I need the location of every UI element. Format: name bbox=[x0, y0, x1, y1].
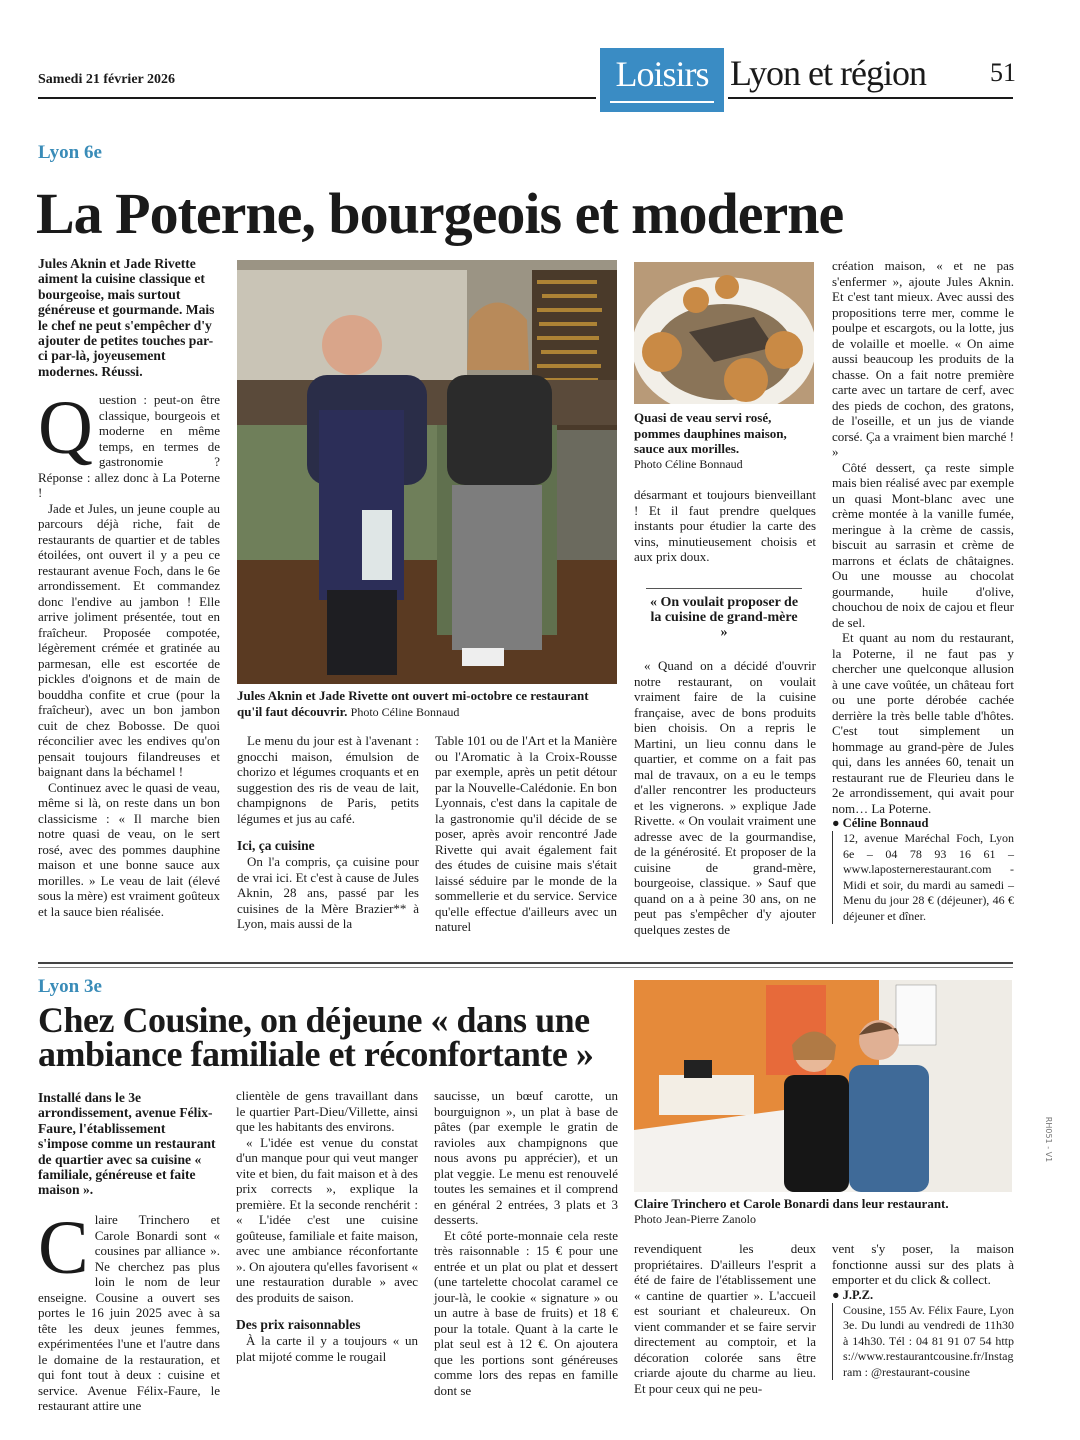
author-signature: ● Céline Bonnaud bbox=[832, 816, 929, 830]
photo-dish-image bbox=[634, 262, 814, 404]
caption-text: Quasi de veau servi rosé, pommes dauphines maison, sauce aux morilles. bbox=[634, 410, 787, 456]
paragraph: vent s'y poser, la maison fonctionne aussi sur des plats à emporter et du click & collect. bbox=[832, 1241, 1014, 1287]
article2-headline: Chez Cousine, on déjeune « dans une ambiance familiale et réconfortante » bbox=[38, 1000, 594, 1074]
margin-code: RH051 - V1 bbox=[1044, 1116, 1054, 1163]
photo-chefs-image bbox=[237, 260, 617, 684]
subheading: Des prix raisonnables bbox=[236, 1317, 361, 1332]
paragraph: Continuez avec le quasi de veau, même si là, on reste dans un bon classicisme : « Il marche bien notre quasi de veau, on le sert rosé, avec des pommes dauphine maison et une bonne sauce aux morilles. » Le veau de lait (élevé sous la mère) est vraiment goûteux et la sauce bien réalisée. bbox=[38, 779, 220, 919]
paragraph: « Quand on a décidé d'ouvrir notre restaurant, on voulait vraiment faire de la cuisine française, avec de bons produits bien choisis. On a repris le Martini, un lieu connu dans le quartier, et comme on a fait pas mal de travaux, on a eu le temps d'aller rencontrer les producteurs et les vignerons. » explique Jade Rivette. « On voulait vraiment une adresse avec de la gourmandise, de la générosité. Et proposer de la cuisine de grand-mère, bourgeoise, classique. » Sauf que quand on a à peine 30 ans, on ne peut pas s'empêcher d'y ajouter quelques zestes de bbox=[634, 658, 816, 937]
section-label: Loisirs bbox=[615, 54, 709, 94]
photo-owners-image bbox=[634, 980, 1012, 1192]
restaurant-info: 12, avenue Maréchal Foch, Lyon 6e – 04 78 93 16 61 – www.laposternerestaurant.com - Midi et soir, du mardi au samedi – Menu du jour 28 € (déjeuner), 46 € déjeuner et dîner. bbox=[832, 831, 1014, 924]
article1-column-3 bbox=[435, 733, 617, 935]
article1-column-4b bbox=[634, 658, 816, 937]
article2-kicker: Lyon 3e bbox=[38, 976, 102, 997]
article2-column-5 bbox=[832, 1241, 1014, 1380]
photo-chefs-caption bbox=[237, 688, 617, 720]
paragraph: uestion : peut-on être classique, bourgeois et moderne en même temps, en termes de gastronomie ? Réponse : allez donc à La Poterne ! bbox=[38, 392, 220, 500]
article-separator-thin bbox=[38, 967, 1013, 968]
photo-chefs bbox=[237, 260, 617, 684]
article1-column-5 bbox=[832, 258, 1014, 924]
paragraph: Le menu du jour est à l'avenant : gnocchi maison, émulsion de chorizo et légumes croquants et en suggestion des ris de veau de lait, champignons de Paris, petits légumes et jus au café. bbox=[237, 733, 419, 826]
article-separator bbox=[38, 962, 1013, 964]
paragraph: À la carte il y a toujours « un plat mijoté comme le rougail bbox=[236, 1333, 418, 1364]
paragraph: saucisse, un bœuf carotte, un bourguignon », un plat à base de pâtes (par exemple le gratin de ravioles aux champignons que nous avons pu apprécier), et un plat veggie. Le menu est renouvelé toutes les semaines et il comprend en général 2 entrées, 3 plats et 3 desserts. bbox=[434, 1088, 618, 1227]
pull-quote: « On voulait proposer de la cuisine de grand-mère » bbox=[646, 588, 802, 640]
article2-column-4 bbox=[634, 1241, 816, 1396]
header-rule-left bbox=[38, 97, 596, 99]
section-underline bbox=[610, 101, 714, 103]
paragraph: Et quant au nom du restaurant, la Poterne, il ne faut pas y chercher une quelconque allusion à une cave voûtée, un château fort ou une porte dérobée cachée derrière la très belle table d'hôtes. C'est tout simplement un hommage au grand-père de Jules qui, dans les années 60, tenait un restaurant rue de Fleurieu dans le 2e arrondissement, qui avait pour nom… La Poterne. bbox=[832, 630, 1014, 816]
subheading: Ici, ça cuisine bbox=[237, 838, 315, 853]
article1-column-2 bbox=[237, 733, 419, 932]
author-signature: ● J.P.Z. bbox=[832, 1287, 874, 1302]
section-badge bbox=[600, 48, 724, 112]
article2-column-1 bbox=[38, 1206, 220, 1414]
photo-owners bbox=[634, 980, 1012, 1192]
drop-cap: C bbox=[38, 1206, 89, 1290]
paragraph: désarmant et toujours bienveillant ! Et il faut prendre quelques instants pour étudier la carte des vins, minutieusement choisis et aux prix doux. bbox=[634, 487, 816, 564]
paragraph: Côté dessert, ça reste simple mais bien réalisé avec par exemple un quasi Mont-blanc avec une crème montée à la vanille fumée, meringue à la crème de cassis, biscuit au sarrasin et crème de marrons et éclats de châtaignes. Ou une mousse au chocolat gourmande, huile d'olive, chouchou de noix de cajou et fleur de sel. bbox=[832, 459, 1014, 630]
article1-column-1 bbox=[38, 386, 220, 919]
article1-column-4 bbox=[634, 487, 816, 565]
paragraph: « L'idée est venue du constat d'un manque pour qui veut manger vite et bien, du fait maison et à des prix corrects », explique la première. Et la seconde renchérit : « L'idée c'est une cuisine goûteuse, familiale et faite maison, avec une ambiance réconfortante ». On ajoutera qu'elles favorisent « une restauration durable » avec des produits de saison. bbox=[236, 1134, 418, 1305]
photo-credit: Photo Céline Bonnaud bbox=[350, 704, 460, 719]
photo-credit: Photo Céline Bonnaud bbox=[634, 456, 743, 471]
photo-dish-caption bbox=[634, 410, 816, 472]
article1-chapo: Jules Aknin et Jade Rivette aiment la cuisine classique et bourgeoise, mais surtout généreuse et gourmande. Mais le chef ne peut s'empêcher d'y ajouter de petites touches par-ci par-là, joyeusement modernes. Réussi. bbox=[38, 256, 215, 379]
paragraph: On l'a compris, ça cuisine pour de vrai ici. Et c'est à cause de Jules Aknin, 28 ans, passé par les cuisines de la Mère Brazier** à Lyon, mais aussi de la bbox=[237, 854, 419, 931]
region-title: Lyon et région bbox=[730, 53, 926, 93]
paragraph: Et côté porte-monnaie cela reste très raisonnable : 15 € pour une entrée et un plat ou plat et dessert (une tartelette chocolat caramel ce jour-là, le cookie « signature » ou un autre à base de fruits) et 18 € pour la totale. Quant à la carte le plat seul est à 12 €. On ajoutera que les portions sont généreuses comme lors des repas en famille dont se bbox=[434, 1227, 618, 1398]
article2-chapo: Installé dans le 3e arrondissement, avenue Félix-Faure, l'établissement s'impose comme un restaurant de quartier avec sa cuisine « familiale, généreuse et faite maison ». bbox=[38, 1090, 216, 1198]
paragraph: création maison, « et ne pas s'enfermer », ajoute Jules Aknin. Et c'est tant mieux. Avec aussi des propositions terre mer, comme le poulpe et escargots, ou la lotte, jus de volaille et moelle. « On aime aussi beaucoup les produits de la chasse. On a fait notre première carte avec un tartare de cerf, avec des pieds de cochon, des gratons, de l'oseille, et un jus de viande corsé. Ça a vraiment bien marché ! » bbox=[832, 258, 1014, 459]
page-number: 51 bbox=[990, 58, 1016, 87]
restaurant-info: Cousine, 155 Av. Félix Faure, Lyon 3e. Du lundi au vendredi de 11h30 à 14h30. Tél : 04 81 91 07 54 https://www.restaurantcousine.fr/Instagram : @restaurant-cousine bbox=[832, 1303, 1014, 1381]
header-rule-right bbox=[728, 97, 1013, 99]
paragraph: revendiquent les deux propriétaires. D'ailleurs l'esprit a été de faire de l'établissement une « cantine de quartier ». L'accueil est souriant et chaleureux. On vient commander et se faire servir directement au comptoir, et la décoration colorée sans être criarde ajoute du charme au lieu. Et pour ceux qui ne peu- bbox=[634, 1241, 816, 1396]
caption-text: Claire Trinchero et Carole Bonardi dans leur restaurant. bbox=[634, 1196, 949, 1211]
paragraph: Table 101 ou de l'Art et la Manière ou l'Aromatic à la Croix-Rousse par exemple, après un petit détour par la Nouvelle-Calédonie. En bon Lyonnais, c'est dans la capitale de la gastronomie qu'il décide de se poser, après avoir rencontré Jade Rivette qui avait également fait des études de cuisine mais s'était laissé séduire par le monde de la sommellerie et du service. Service qu'elle effectue d'ailleurs avec un naturel bbox=[435, 733, 617, 934]
photo-credit: Photo Jean-Pierre Zanolo bbox=[634, 1211, 756, 1226]
drop-cap: Q bbox=[38, 386, 93, 470]
article1-headline: La Poterne, bourgeois et moderne bbox=[36, 181, 844, 246]
caption-text: Jules Aknin et Jade Rivette ont ouvert mi-octobre ce restaurant qu'il faut découvrir. bbox=[237, 688, 589, 719]
paragraph: clientèle de gens travaillant dans le quartier Part-Dieu/Villette, ainsi que les habitants des environs. bbox=[236, 1088, 418, 1134]
issue-date: Samedi 21 février 2026 bbox=[38, 72, 175, 87]
photo-owners-caption bbox=[634, 1196, 1014, 1227]
paragraph: laire Trinchero et Carole Bonardi sont « cousines par alliance ». Ne cherchez pas plus loin le nom de leur enseigne. Cousine a ouvert ses portes le 16 juin 2025 avec à sa tête les deux jeunes femmes, expérimentées l'une et l'autre dans le domaine de la restauration, et qui font tout à deux : cuisine et service. Avenue Félix-Faure, le restaurant attire une bbox=[38, 1212, 220, 1413]
article2-column-2 bbox=[236, 1088, 418, 1364]
article2-column-3 bbox=[434, 1088, 618, 1398]
photo-dish bbox=[634, 262, 814, 404]
article1-kicker: Lyon 6e bbox=[38, 142, 102, 163]
paragraph: Jade et Jules, un jeune couple au parcours déjà riche, fait de restaurants de quartier et de tables étoilées, ont ouvert il y a peu ce restaurant avenue Foch, dans le 6e arrondissement. Et commandez donc l'endive au jambon ! Elle arrive joliment présentée, tout en fraîcheur. Proposée compotée, légèrement crémée et gratinée au parmesan, elle est escortée de pickles d'oignons et de main de bouddha confite et crue (pour la fraîcheur), avec un bon jambon cuit de chez Bobosse. De quoi réconcilier avec les endives qu'on pensait toujours filandreuses et baignant dans la béchamel ! bbox=[38, 500, 220, 779]
